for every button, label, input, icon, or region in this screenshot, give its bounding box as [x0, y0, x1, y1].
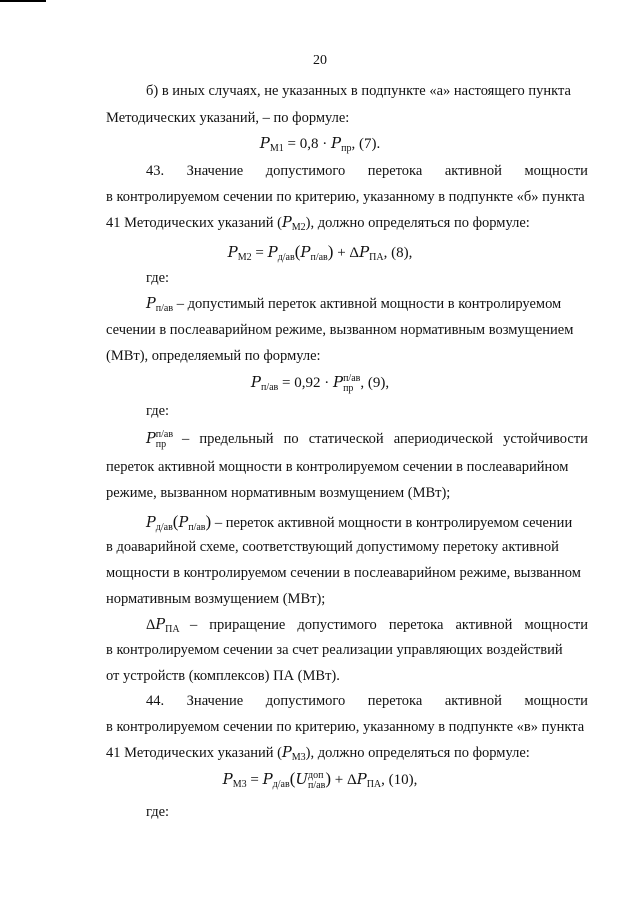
page-number: 20 — [313, 53, 327, 68]
text-line: от устройств (комплексов) ПА (МВт). — [106, 668, 340, 684]
text-line: 41 Методических указаний $(P_{М3})$, должно определяться по формуле: — [106, 745, 530, 763]
where-label: где: — [146, 804, 170, 820]
paragraph-43-line1: 43. Значение допустимого перетока активной мощности — [146, 163, 588, 179]
text-line: в контролируемом сечении по критерию, указанному в подпункте «б» пункта — [106, 189, 585, 205]
text-line: мощности в контролируемом сечении в послеаварийном режиме, вызванном — [106, 565, 581, 581]
top-edge-mark — [0, 0, 46, 2]
text-line: 41 Методических указаний $(P_{М2})$, должно определяться по формуле: — [106, 215, 530, 233]
formula-10: $P_{М3} = P_{д/ав}(U$ доп п/ав ) + $\Delta P_{ПА}$, (10), — [222, 769, 418, 791]
text-line: переток активной мощности в контролируемом сечении в послеаварийном — [106, 459, 569, 475]
where-label: где: — [146, 270, 170, 286]
text-line: в контролируемом сечении по критерию, указанному в подпункте «в» пункта — [106, 719, 585, 735]
definition-p-pr-symbol: P п/ав пр — [146, 429, 174, 450]
text-line: сечении в послеаварийном режиме, вызванном нормативным возмущением — [106, 322, 574, 338]
formula-8: $P_{М2} = P_{д/ав}(P_{п/ав}) + \Delta P_{ПА}$, (8), — [227, 242, 413, 263]
where-label: где: — [146, 403, 170, 419]
text-line: нормативным возмущением (МВт); — [106, 591, 326, 607]
text-line: в доаварийной схеме, соответствующий допустимому перетоку активной — [106, 539, 559, 555]
formula-9: $P_{п/ав} = 0,92 \cdot P$ п/ав пр , (9), — [250, 373, 390, 394]
text-line: в контролируемом сечении за счет реализации управляющих воздействий — [106, 642, 563, 658]
definition-p-dav: $P_{д/ав}(P_{п/ав})$ – переток активной мощности в контролируемом сечении — [146, 512, 573, 533]
definition-delta-p-pa-line1: – приращение допустимого перетока активной мощности — [190, 617, 588, 633]
text-line: режиме, вызванном нормативным возмущением (МВт); — [106, 485, 451, 501]
definition-delta-p-pa-symbol: $\Delta P_{ПА}$ — [146, 617, 180, 635]
definition-p-pr-line1: – предельный по статической апериодической устойчивости — [182, 431, 588, 447]
text-line: (МВт), определяемый по формуле: — [106, 348, 321, 364]
definition-p-pav: $P_{п/ав}$ – допустимый переток активной мощности в контролируемом — [146, 296, 562, 314]
text-line: Методических указаний, – по формуле: — [106, 110, 350, 126]
formula-7: $P_{М1} = 0,8 \cdot P_{пр}$, (7). — [259, 134, 381, 154]
paragraph-44-line1: 44. Значение допустимого перетока активной мощности — [146, 693, 588, 709]
text-line: б) в иных случаях, не указанных в подпункте «а» настоящего пункта — [146, 83, 571, 99]
